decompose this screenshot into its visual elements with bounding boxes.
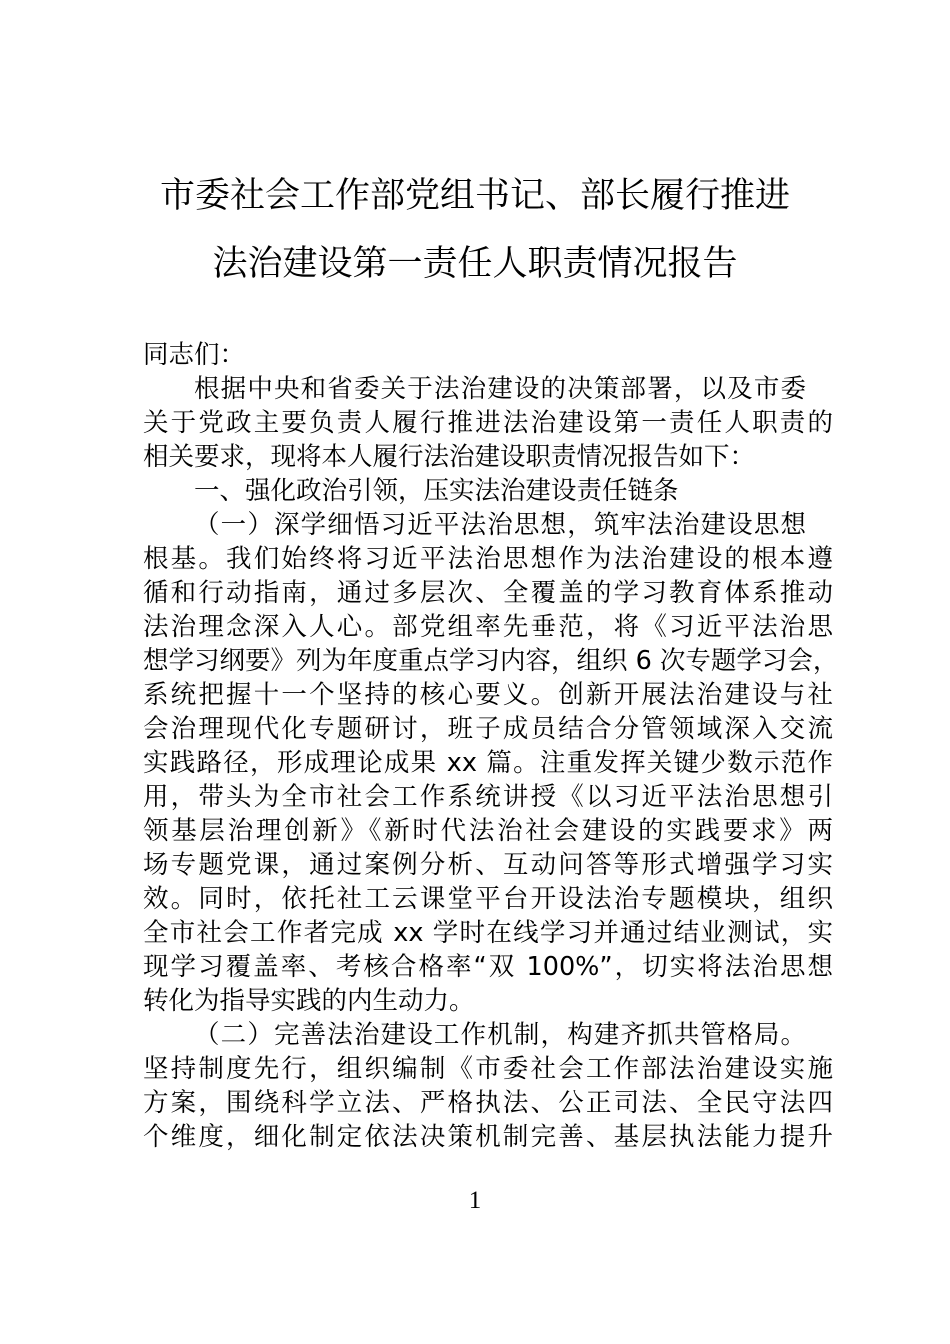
paragraph-line: 个维度，细化制定依法决策机制完善、基层执法能力提升	[143, 1122, 833, 1152]
paragraph-line: 现学习覆盖率、考核合格率“双 100%”，切实将法治思想	[143, 952, 833, 982]
section-heading: 一、强化政治引领，压实法治建设责任链条	[194, 476, 679, 506]
paragraph-line: 法治理念深入人心。部党组率先垂范，将《习近平法治思	[143, 612, 833, 642]
paragraph-line: 效。同时，依托社工云课堂平台开设法治专题模块，组织	[143, 884, 833, 914]
paragraph-line: 全市社会工作者完成 xx 学时在线学习并通过结业测试，实	[143, 918, 833, 948]
paragraph-line: 用，带头为全市社会工作系统讲授《以习近平法治思想引	[143, 782, 833, 812]
salutation: 同志们：	[143, 340, 246, 370]
paragraph-line: 相关要求，现将本人履行法治建设职责情况报告如下：	[143, 442, 756, 472]
subsection-heading: （一）深学细悟习近平法治思想，筑牢法治建设思想	[194, 510, 806, 540]
paragraph-line: 会治理现代化专题研讨，班子成员结合分管领域深入交流	[143, 714, 833, 744]
paragraph-line: 领基层治理创新》《新时代法治社会建设的实践要求》两	[143, 816, 833, 846]
paragraph-line: 方案，围绕科学立法、严格执法、公正司法、全民守法四	[143, 1088, 833, 1118]
subsection-heading: （二）完善法治建设工作机制，构建齐抓共管格局。	[194, 1020, 806, 1050]
paragraph-line: 根基。我们始终将习近平法治思想作为法治建设的根本遵	[143, 544, 833, 574]
paragraph-line: 想学习纲要》列为年度重点学习内容，组织 6 次专题学习会，	[143, 646, 839, 676]
paragraph-line: 场专题党课，通过案例分析、互动问答等形式增强学习实	[143, 850, 833, 880]
paragraph-line: 实践路径，形成理论成果 xx 篇。注重发挥关键少数示范作	[143, 748, 833, 778]
paragraph-line: 循和行动指南，通过多层次、全覆盖的学习教育体系推动	[143, 578, 833, 608]
document-title-line-1: 市委社会工作部党组书记、部长履行推进	[159, 176, 790, 216]
paragraph-line: 系统把握十一个坚持的核心要义。创新开展法治建设与社	[143, 680, 833, 710]
page-number: 1	[468, 1187, 482, 1214]
paragraph-line: 坚持制度先行，组织编制《市委社会工作部法治建设实施	[143, 1054, 833, 1084]
paragraph-line: 根据中央和省委关于法治建设的决策部署，以及市委	[194, 374, 806, 404]
document-title-line-2: 法治建设第一责任人职责情况报告	[212, 244, 738, 284]
paragraph-line: 转化为指导实践的内生动力。	[143, 986, 475, 1016]
paragraph-line: 关于党政主要负责人履行推进法治建设第一责任人职责的	[143, 408, 833, 438]
